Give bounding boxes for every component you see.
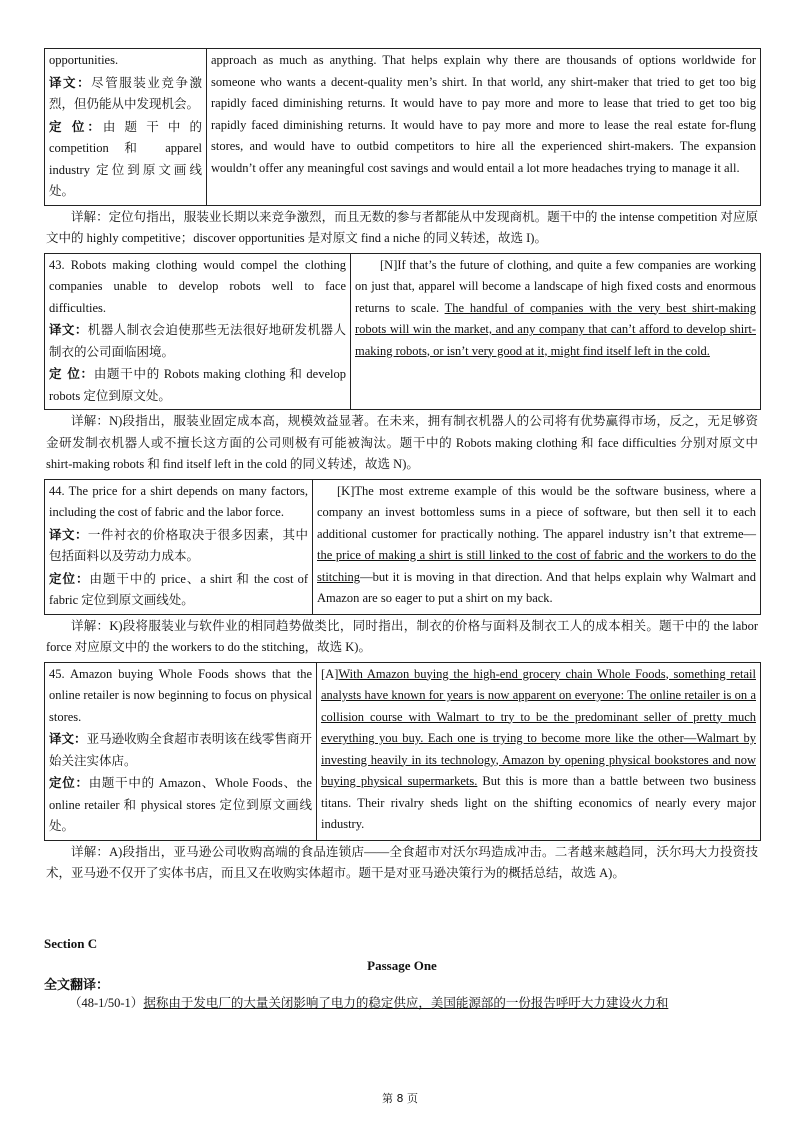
underlined-passage-text: the price of making a shirt is still linked to the cost of fabric and the workers to do the stitching [317, 548, 756, 584]
explanation-text: 详解：A)段指出，亚马逊公司收购高端的食品连锁店——全食超市对沃尔玛造成冲击。二者越来越趋同，沃尔玛大力投资技术，亚马逊不仅开了实体书店，而且又在收购实体超市。题干是对亚马逊决策行为的概括总结，故选 A)。 [46, 844, 758, 880]
explanation-text: 详解：N)段指出，服装业固定成本高，规模效益显著。在未来，拥有制衣机器人的公司将有优势赢得市场，反之，无足够资金研发制衣机器人或不擅长这方面的公司则极有可能被淘汰。题干中的 Robots making clothing 和 face difficulties 分别对原文中 shirt-making robots 和 find itself left in the cold 的同义转述，故选 N)。 [46, 414, 758, 471]
question-text: 亚马逊收购全食超市表明该在线零售商开始关注实体店。 [49, 732, 312, 768]
field-label: 定 位： [49, 366, 94, 381]
passage-cell [351, 253, 761, 410]
passage-cell [313, 479, 761, 614]
underlined-passage-text: The handful of companies with the very best shirt-making robots will win the market, and any company that can’t afford to develop shirt-making robots, or isn’t very good at it, might find itself left in the cold. [355, 300, 756, 358]
underlined-passage-text: With Amazon buying the high-end grocery chain Whole Foods, something retail analysts have known for years is now apparent on everyone: The online retailer is on a collision course with Walmart to try to be the predominant seller of pretty much everything you buy. Each one is trying to become more like the other—Walmart by investing heavily in its technology, Amazon by opening physical bookstores and now buying physical supermarkets. [321, 666, 756, 788]
field-label: 定位： [49, 775, 89, 790]
passage-cell [207, 49, 761, 206]
question-text: 由题干中的 Amazon、Whole Foods、the online retailer 和 physical stores 定位到原文画线处。 [49, 776, 312, 833]
field-label: 定 位： [49, 118, 103, 134]
field-label: 译文： [49, 526, 88, 542]
question-cell [45, 662, 317, 840]
translation-paragraph [44, 993, 760, 1015]
question-cell [45, 253, 351, 410]
explanation-text: 详解：定位句指出，服装业长期以来竞争激烈，而且无数的参与者都能从中发现商机。题干中的 the intense competition 对应原文中的 highly competitive；discover opportunities 是对原文 find a niche 的同义转述，故选 I)。 [46, 209, 758, 245]
question-text: 由题干中的 Robots making clothing 和 develop robots 定位到原文处。 [49, 367, 346, 403]
question-text: 机器人制衣会迫使那些无法很好地研发机器人制衣的公司面临困境。 [49, 323, 346, 359]
question-text: 44. The price for a shirt depends on many factors, including the cost of fabric and the labor force. [49, 483, 308, 519]
passage-heading: Passage One [367, 957, 437, 973]
passage-text: —but it is moving in that direction. And that helps explain why Walmart and Amazon are so eager to put a shirt on my back. [317, 569, 756, 605]
question-table [44, 479, 761, 615]
question-cell [45, 479, 313, 614]
translation-text: 据称由于发电厂的大量关闭影响了电力的稳定供应，美国能源部的一份报告呼吁大力建设火力和 [143, 995, 669, 1010]
translation-label: 全文翻译： [44, 977, 110, 993]
passage-text: But this is more than a battle between two business titans. Their rivalry sheds light on the shifting economics of nearly every major industry. [321, 774, 757, 831]
passage-cell [317, 662, 761, 840]
page-number: 第 8 页 [382, 1092, 418, 1105]
translation-prefix: （48-1/50-1） [69, 995, 144, 1010]
passage-text: [K]The most extreme example of this would be the software business, where a company an invest bottomless sums in a piece of software, but then sell it to each additional customer for practically nothing. The apparel industry isn’t that extreme— [317, 483, 756, 541]
question-cell [45, 49, 207, 206]
field-label: 定位： [49, 570, 90, 586]
field-label: 译文： [49, 731, 87, 746]
question-text: 45. Amazon buying Whole Foods shows that the online retailer is now beginning to focus on physical stores. [49, 666, 312, 724]
question-text: 由 题 干 中 的 competition 和 apparel industry 定位到原文画线处。 [49, 119, 202, 198]
question-table [44, 253, 761, 411]
passage-text: [A] [321, 666, 339, 681]
explanation-text: 详解：K)段将服装业与软件业的相同趋势做类比，同时指出，制衣的价格与面料及制衣工人的成本相关。题干中的 the labor force 对应原文中的 the workers to do the stitching，故选 K)。 [46, 618, 758, 654]
passage-text: [N]If that’s the future of clothing, and quite a few companies are working on just that, apparel will become a landscape of high fixed costs and enormous returns to scale. [355, 257, 756, 315]
question-text: 一件衬衣的价格取决于很多因素，其中包括面料以及劳动力成本。 [49, 527, 308, 563]
passage-text: approach as much as anything. That helps explain why there are thousands of options worldwide for someone who wants a decent-quality men’s shirt. In that world, any shirt-maker that tried to get too big rapidly faced diminishing returns. It would have to pay more and more to lease that tried to get too big rapidly faced diminishing returns. It would have to pay more and more to lease the real estate for-flung stores, and would have to outbid competitors to hire all the experienced shirt-makers. The expansion wouldn’t offer any meaningful cost savings and would entail a lot more headaches trying to manage it all. [211, 53, 756, 175]
question-text: opportunities. [49, 53, 119, 67]
question-text: 由题干中的 price、a shirt 和 the cost of fabric 定位到原文画线处。 [49, 571, 308, 607]
question-text: 43. Robots making clothing would compel the clothing companies unable to develop robots well to face difficulties. [49, 257, 346, 315]
question-blocks [44, 48, 760, 888]
section-heading: Section C [44, 935, 98, 951]
field-label: 译文： [49, 322, 88, 337]
question-text: 尽管服装业竞争激烈，但仍能从中发现机会。 [49, 75, 202, 111]
field-label: 译文： [49, 74, 92, 90]
question-table [44, 48, 761, 206]
page-content [44, 48, 760, 1014]
question-table [44, 662, 761, 841]
